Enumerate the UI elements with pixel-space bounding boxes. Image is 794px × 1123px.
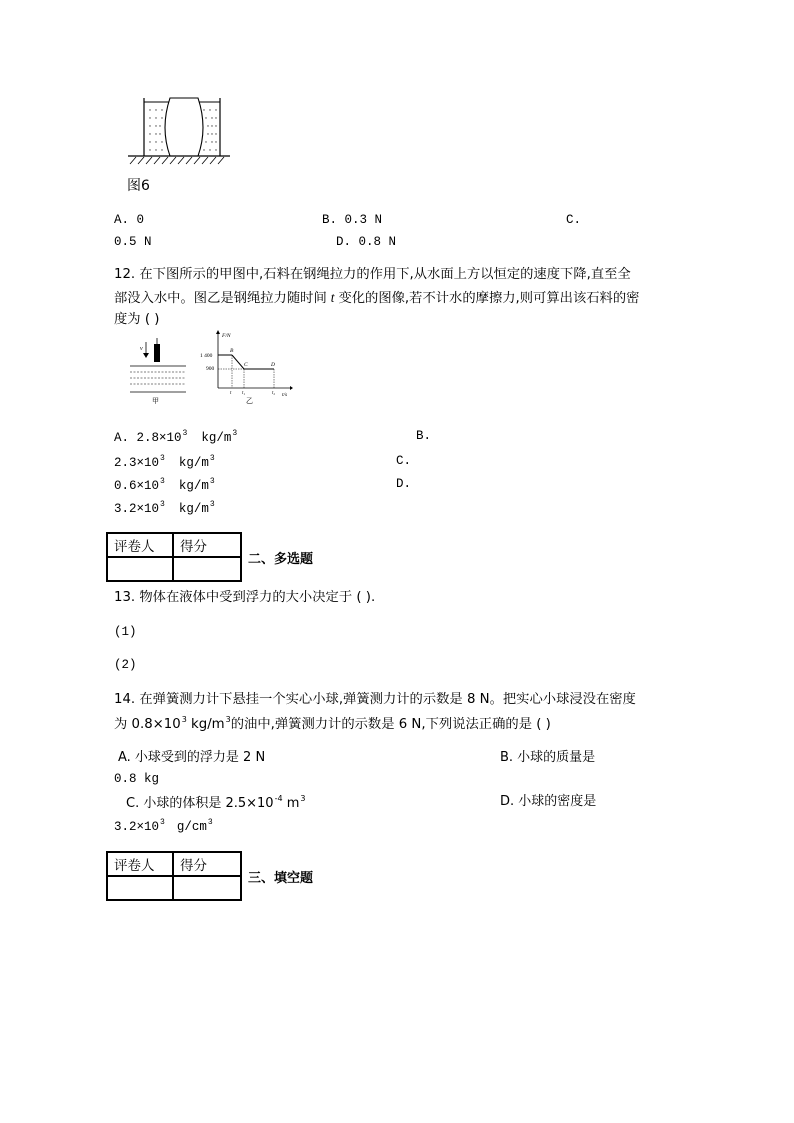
q12-option-b: B. [416, 429, 432, 443]
q12-right-caption: 乙 [246, 397, 253, 405]
q12-option-d: D. [396, 477, 412, 491]
q14-option-d: D. 小球的密度是 [500, 794, 597, 809]
q12-y-axis-label: F/N [222, 333, 231, 339]
score-header: 得分 [173, 533, 241, 557]
q12-option-d-value: $3.2\times 10^3$ $kg/m^3$ [114, 500, 215, 516]
grader-cell[interactable] [107, 557, 173, 581]
q13-text: 13. 物体在液体中受到浮力的大小决定于 ( ). [114, 590, 376, 605]
section-2-title: 二、多选题 [248, 552, 314, 567]
q12-text-line3: 度为 ( ) [114, 312, 160, 327]
score-cell[interactable] [173, 876, 241, 900]
q11-option-b: B. 0.3 N [322, 213, 383, 227]
q12-option-c: C. [396, 454, 412, 468]
grader-cell[interactable] [107, 876, 173, 900]
q11-option-d: D. 0.8 N [336, 235, 397, 249]
q12-x-tick-t1: t₁ [242, 391, 246, 396]
q14-option-a: A. 小球受到的浮力是 2 N [118, 750, 266, 765]
q12-figure-left [124, 334, 190, 406]
q12-text-line1: 12. 在下图所示的甲图中,石料在钢绳拉力的作用下,从水面上方以恒定的速度下降,直至全 [114, 267, 631, 282]
q14-option-d-value: $3.2\times 10^3$ $g/cm^3$ [114, 818, 213, 834]
q14-text-line1: 14. 在弹簧测力计下悬挂一个实心小球,弹簧测力计的示数是 8 N。把实心小球浸没在密度 [114, 692, 636, 707]
q12-y-tick-1400: 1 400 [200, 353, 213, 359]
q11-option-a: A. 0 [114, 213, 145, 227]
q13-item-2: (2) [114, 658, 137, 672]
grading-table-section3 [106, 851, 242, 901]
q12-x-tick-t2: t₂ [272, 391, 276, 396]
q13-item-1: (1) [114, 625, 137, 639]
q12-left-caption: 甲 [152, 397, 159, 405]
grader-header: 评卷人 [107, 533, 173, 557]
section-3-title: 三、填空题 [248, 871, 314, 886]
q12-text-line2: 部没入水中。图乙是钢绳拉力随时间 t 变化的图像,若不计水的摩擦力,则可算出该石料的密 [114, 290, 640, 306]
q12-point-d: D [271, 362, 275, 368]
q12-x-axis-label: t/s [282, 392, 288, 398]
score-header: 得分 [173, 852, 241, 876]
q12-option-a: A. $2.8\times 10^3$ $kg/m^3$ [114, 429, 238, 445]
figure-6-caption: 图6 [127, 178, 150, 194]
q12-y-tick-900: 900 [206, 366, 215, 372]
score-cell[interactable] [173, 557, 241, 581]
q12-figure-right-graph [198, 328, 294, 406]
grader-header: 评卷人 [107, 852, 173, 876]
q12-option-b-value: $2.3\times 10^3$ $kg/m^3$ [114, 454, 215, 470]
q14-option-b: B. 小球的质量是 [500, 750, 596, 765]
figure-6-diagram [122, 92, 234, 168]
q11-option-c-value: 0.5 N [114, 235, 152, 249]
q12-point-b: B [230, 348, 234, 354]
q12-point-c: C [244, 362, 248, 368]
q12-v-label: v [140, 346, 143, 352]
q14-text-line2: 为 $0.8\times 10^3$ $kg/m^3$的油中,弹簧测力计的示数是 6 N,下列说法正确的是 ( ) [114, 715, 551, 732]
q12-x-tick-t: t [230, 391, 232, 396]
q11-option-c: C. [566, 213, 582, 227]
grading-table-section2 [106, 532, 242, 582]
q14-option-c: C. 小球的体积是 $2.5\times 10^{-4}$ $m^3$ [126, 794, 306, 811]
q14-option-b-value: 0.8 kg [114, 772, 160, 786]
q12-option-c-value: $0.6\times 10^3$ $kg/m^3$ [114, 477, 215, 493]
